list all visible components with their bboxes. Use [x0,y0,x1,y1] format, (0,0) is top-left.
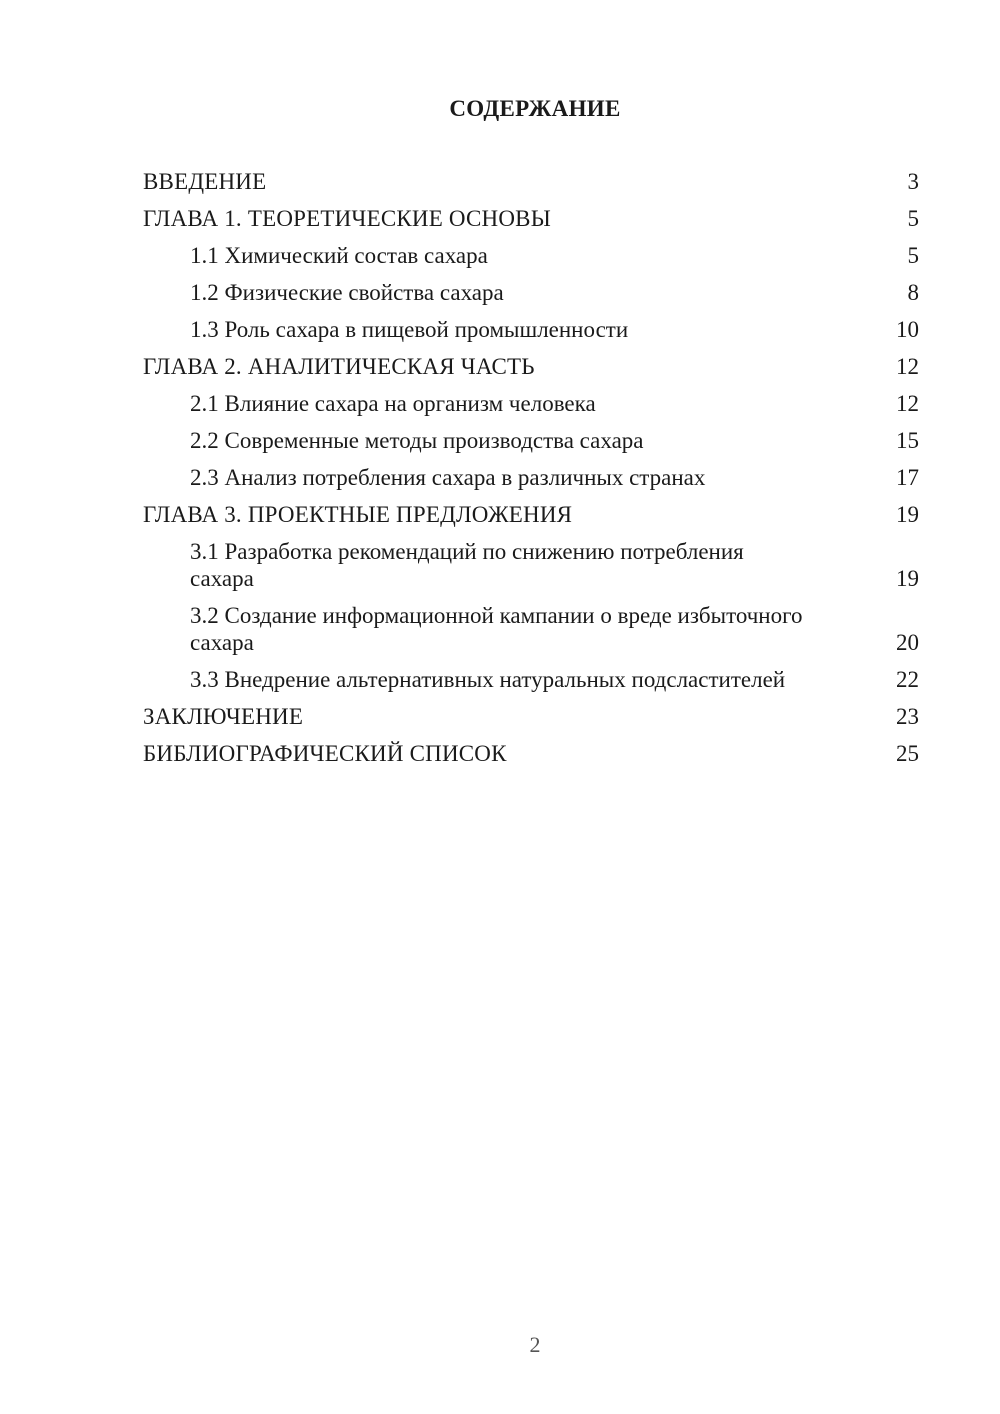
toc-entry-page: 5 [907,243,919,268]
toc-entry-page: 15 [896,428,919,453]
toc-entry-label: 2.1 Влияние сахара на организм человека [190,391,596,416]
toc-entry-label: 1.3 Роль сахара в пищевой промышленности [190,317,629,342]
toc-entry-page: 22 [896,667,919,692]
toc-entry-page: 20 [896,630,919,655]
toc-entry-page: 3 [907,169,919,194]
toc-entry-section[interactable] [143,279,919,306]
toc-entry-page: 19 [896,566,919,591]
toc-entry-section[interactable] [143,666,919,693]
toc-entry-chapter[interactable] [143,168,919,195]
toc-entry-page: 12 [896,391,919,416]
toc-entry-label: ГЛАВА 1. ТЕОРЕТИЧЕСКИЕ ОСНОВЫ [143,206,551,231]
toc-entry-page: 17 [896,465,919,490]
toc-entry-section[interactable] [143,242,919,269]
toc-entry-chapter[interactable] [143,501,919,528]
toc-entry-page: 8 [907,280,919,305]
page-number: 2 [529,1332,541,1357]
toc-entry-section[interactable] [143,538,919,592]
toc-entry-label: ВВЕДЕНИЕ [143,169,267,194]
toc-entry-label: 3.3 Внедрение альтернативных натуральных подсластителей [190,667,786,692]
toc-entry-section[interactable] [143,390,919,417]
toc-entry-page: 12 [896,354,919,379]
toc-entry-section[interactable] [143,464,919,491]
toc-entry-page: 5 [907,206,919,231]
toc-entry-page: 23 [896,704,919,729]
toc-entry-label: 3.2 Создание информационной кампании о вреде избыточного сахара [190,603,803,655]
toc-entry-label: ГЛАВА 2. АНАЛИТИЧЕСКАЯ ЧАСТЬ [143,354,535,379]
toc-entry-page: 19 [896,502,919,527]
toc-entry-section[interactable] [143,316,919,343]
toc-entry-label: 3.1 Разработка рекомендаций по снижению потребления сахара [190,539,744,591]
toc-entry-chapter[interactable] [143,205,919,232]
toc-entry-page: 10 [896,317,919,342]
toc-entry-section[interactable] [143,427,919,454]
toc-entry-label: 1.1 Химический состав сахара [190,243,488,268]
toc-entry-chapter[interactable] [143,703,919,730]
page-title: СОДЕРЖАНИЕ [449,96,621,121]
toc-entry-label: ГЛАВА 3. ПРОЕКТНЫЕ ПРЕДЛОЖЕНИЯ [143,502,573,527]
toc-entry-label: 2.3 Анализ потребления сахара в различных странах [190,465,706,490]
toc-entry-chapter[interactable] [143,353,919,380]
toc-entry-label: ЗАКЛЮЧЕНИЕ [143,704,304,729]
toc-entry-label: 1.2 Физические свойства сахара [190,280,504,305]
toc-entry-page: 25 [896,741,919,766]
toc-entry-chapter[interactable] [143,740,919,767]
toc-entry-label: 2.2 Современные методы производства сахара [190,428,644,453]
table-of-contents [143,168,919,777]
toc-entry-label: БИБЛИОГРАФИЧЕСКИЙ СПИСОК [143,741,507,766]
toc-entry-section[interactable] [143,602,919,656]
